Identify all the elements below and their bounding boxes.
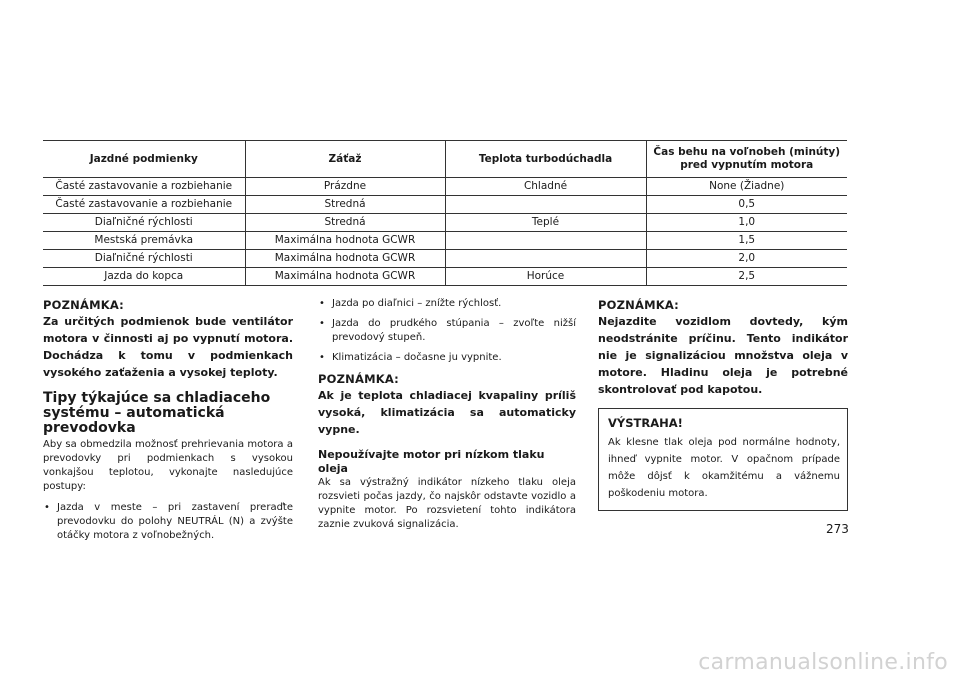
table-cell: 1,5: [646, 232, 847, 250]
table-cell: Jazda do kopca: [43, 268, 245, 286]
table-row: [43, 232, 847, 250]
table-cell: Maximálna hodnota GCWR: [245, 232, 445, 250]
table-cell: Prázdne: [245, 178, 445, 196]
table-cell: Teplé: [445, 214, 646, 232]
note-heading: POZNÁMKA:: [598, 298, 679, 312]
note-body: Ak je teplota chladiacej kvapaliny príliš vysoká, klimatizácia sa automaticky vypne.: [318, 389, 576, 436]
header-turbo-temperature: Teplota turbodúchadla: [445, 141, 646, 178]
table-row: [43, 196, 847, 214]
table-cell: Diaľničné rýchlosti: [43, 250, 245, 268]
table-row: [43, 268, 847, 286]
header-driving-conditions: Jazdné podmienky: [43, 141, 245, 178]
tips-list: [43, 501, 293, 543]
table-cell: 2,5: [646, 268, 847, 286]
warning-box: [598, 408, 848, 511]
table-row: [43, 178, 847, 196]
header-load: Záťaž: [245, 141, 445, 178]
table-cell: [445, 196, 646, 214]
section-title: Tipy týkajúce sa chladiaceho systému – automatická prevodovka: [43, 390, 271, 436]
list-item: • Jazda v meste – pri zastavení preraďte prevodovku do polohy NEUTRÁL (N) a zvýšte otáčky motora z voľnobežných.: [44, 502, 293, 541]
warning-heading: VÝSTRAHA!: [608, 416, 683, 430]
table-cell: Stredná: [245, 214, 445, 232]
warning-body: Ak klesne tlak oleja pod normálne hodnoty, ihneď vypnite motor. V opačnom prípade môže dôjsť k okamžitému a vážnemu poškodeniu motora.: [608, 437, 840, 499]
table-cell: None (Žiadne): [646, 178, 847, 196]
intro-paragraph: Aby sa obmedzila možnosť prehrievania motora a prevodovky pri podmienkach s vysokou vonkajšou teplotou, vykonajte nasledujúce postupy:: [43, 439, 293, 492]
tips-list-continued: [318, 297, 576, 365]
list-item: • Jazda po diaľnici – znížte rýchlosť.: [319, 298, 502, 309]
note-body: Nejazdite vozidlom dovtedy, kým neodstránite príčinu. Tento indikátor nie je signalizáciou množstva oleja v motore. Hladinu oleja je potrebné skontrolovať pod kapotou.: [598, 315, 848, 396]
table-cell: Maximálna hodnota GCWR: [245, 250, 445, 268]
table-row: [43, 214, 847, 232]
turbo-cooldown-table: [43, 140, 847, 286]
table-cell: Horúce: [445, 268, 646, 286]
table-cell: 1,0: [646, 214, 847, 232]
subsection-body: Ak sa výstražný indikátor nízkeho tlaku oleja rozsvieti počas jazdy, čo najskôr odstavte vozidlo a vypnite motor. Po rozsvietení tohto indikátora zaznie zvuková signalizácia.: [318, 477, 576, 530]
table-row: [43, 250, 847, 268]
list-item: • Klimatizácia – dočasne ju vypnite.: [319, 352, 502, 363]
table-header-row: [43, 141, 847, 178]
table-cell: Mestská premávka: [43, 232, 245, 250]
table-cell: [445, 250, 646, 268]
bullet-icon: •: [319, 352, 325, 363]
table-cell: [445, 232, 646, 250]
watermark: carmanualsonline.info: [698, 650, 948, 675]
bullet-icon: •: [319, 318, 325, 329]
note-heading: POZNÁMKA:: [43, 298, 124, 312]
header-idle-time: Čas behu na voľnobeh (minúty) pred vypnutím motora: [646, 141, 847, 178]
table-cell: Maximálna hodnota GCWR: [245, 268, 445, 286]
table-cell: Chladné: [445, 178, 646, 196]
middle-column: [318, 297, 576, 539]
table-cell: Stredná: [245, 196, 445, 214]
table-cell: Diaľničné rýchlosti: [43, 214, 245, 232]
left-column: [43, 297, 293, 549]
table-cell: 0,5: [646, 196, 847, 214]
note-heading: POZNÁMKA:: [318, 372, 399, 386]
table-cell: Časté zastavovanie a rozbiehanie: [43, 178, 245, 196]
subsection-heading: Nepoužívajte motor pri nízkom tlaku oleja: [318, 448, 545, 475]
note-body: Za určitých podmienok bude ventilátor motora v činnosti aj po vypnutí motora. Dochádza k tomu v podmienkach vysokého zaťaženia a vysokej teploty.: [43, 315, 293, 379]
page-number: 273: [826, 522, 849, 536]
table-cell: 2,0: [646, 250, 847, 268]
list-item: • Jazda do prudkého stúpania – zvoľte nižší prevodový stupeň.: [319, 318, 576, 343]
table-cell: Časté zastavovanie a rozbiehanie: [43, 196, 245, 214]
right-column: [598, 297, 848, 511]
bullet-icon: •: [319, 298, 325, 309]
bullet-icon: •: [44, 502, 50, 513]
